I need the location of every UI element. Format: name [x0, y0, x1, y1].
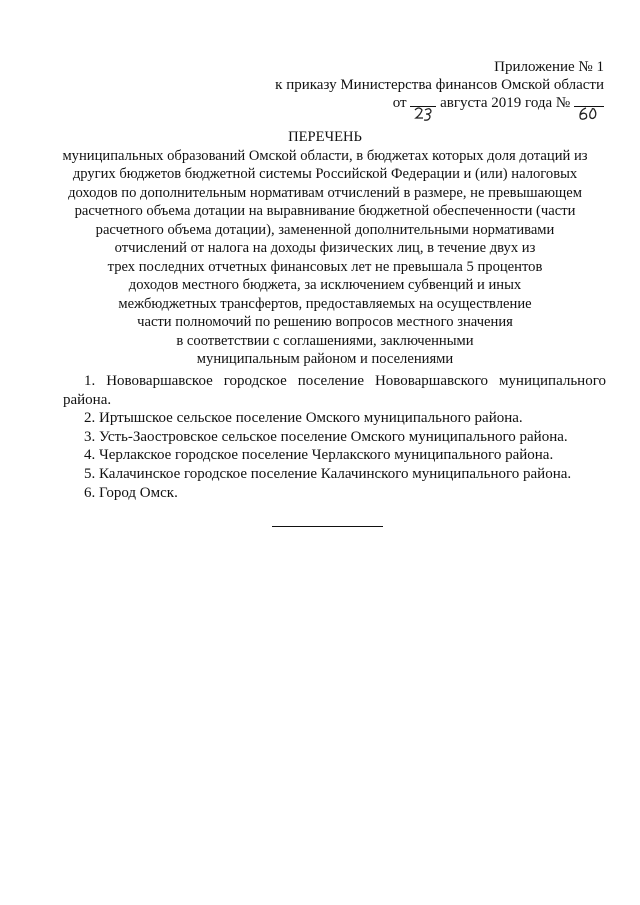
title-line: межбюджетных трансфертов, предоставляемых на осуществление — [118, 295, 532, 312]
date-rest: августа 2019 года № — [440, 95, 571, 111]
handwritten-order-number — [574, 106, 604, 107]
municipality-list — [63, 372, 606, 502]
handwritten-day-signature-like — [410, 106, 436, 107]
title-line: других бюджетов бюджетной системы Российской Федерации и (или) налоговых — [72, 166, 578, 182]
list-item: 5. Калачинское городское поселение Калачинского муниципального района. — [84, 465, 572, 482]
title-line: трех последних отчетных финансовых лет не превышала 5 процентов — [107, 258, 543, 275]
title-line: расчетного объема дотации), замененной дополнительными нормативами — [95, 221, 555, 238]
date-prefix: от — [392, 95, 407, 111]
list-item: 2. Иртышское сельское поселение Омского муниципального района. — [84, 410, 523, 427]
list-item: 1. Нововаршавское городское поселение Нововаршавского муниципального района. — [63, 373, 606, 408]
title-line: отчислений от налога на доходы физических лиц, в течение двух из — [114, 240, 536, 256]
list-item: 6. Город Омск. — [84, 484, 178, 501]
title-line: доходов местного бюджета, за исключением субвенций и иных — [128, 277, 522, 293]
title-line: части полномочий по решению вопросов местного значения — [137, 314, 513, 330]
title-line: в соответствии с соглашениями, заключенными — [176, 332, 474, 349]
document-header — [275, 58, 604, 112]
order-reference: к приказу Министерства финансов Омской области — [275, 77, 604, 93]
title-caption: ПЕРЕЧЕНЬ — [288, 129, 362, 145]
list-item: 4. Черлакское городское поселение Черлакского муниципального района. — [84, 447, 554, 464]
title-line: доходов по дополнительным нормативам отчислений в размере, не превышающем — [68, 184, 582, 201]
list-item: 3. Усть-Заостровское сельское поселение Омского муниципального района. — [84, 428, 568, 445]
appendix-label: Приложение № 1 — [494, 59, 604, 75]
order-date-line — [275, 94, 604, 112]
list-title — [45, 128, 605, 369]
title-line: расчетного объема дотации на выравнивание бюджетной обеспеченности (части — [74, 203, 576, 219]
title-line: муниципальных образований Омской области, в бюджетах которых доля дотаций из — [62, 147, 588, 164]
title-line: муниципальным районом и поселениями — [196, 351, 454, 367]
closing-divider — [272, 526, 383, 527]
